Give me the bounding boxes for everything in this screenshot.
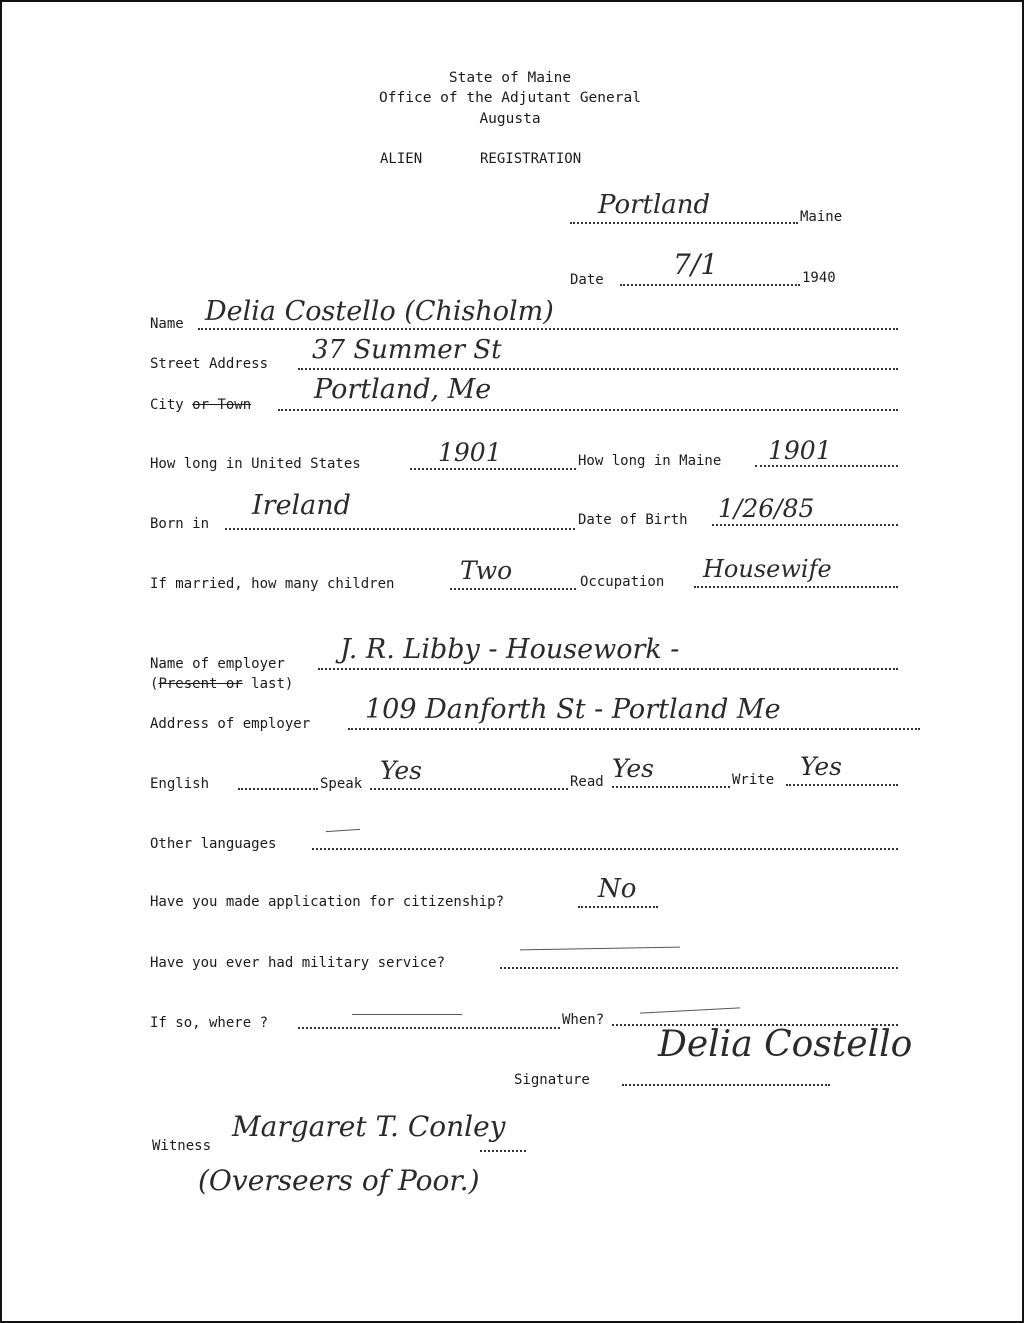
city-value: Portland, Me (314, 374, 492, 405)
maine-length-value: 1901 (768, 436, 832, 465)
citizenship-dots (578, 906, 658, 908)
born-dots (225, 528, 575, 530)
employer-sub-label (150, 676, 293, 692)
signature-dots (622, 1084, 830, 1086)
born-label: Born in (150, 516, 210, 532)
occupation-label: Occupation (580, 574, 665, 590)
date-year: 1940 (802, 270, 836, 286)
occupation-dots (694, 586, 898, 588)
read-dots (612, 786, 730, 788)
english-dots (238, 788, 318, 790)
date-dots (620, 284, 800, 286)
street-dots (298, 368, 898, 370)
date-label: Date (570, 272, 604, 288)
when-label: When? (562, 1012, 605, 1028)
place-dots (570, 222, 798, 224)
signature-value: Delia Costello (658, 1024, 913, 1065)
name-dots (198, 328, 898, 330)
dob-value: 1/26/85 (718, 494, 815, 523)
read-label: Read (570, 774, 604, 790)
us-length-dots (410, 468, 576, 470)
street-value: 37 Summer St (312, 335, 502, 365)
city-label-text: City (150, 397, 193, 413)
speak-value: Yes (380, 756, 422, 785)
witness-value: Margaret T. Conley (232, 1110, 506, 1143)
dob-dots (712, 524, 898, 526)
witness-label: Witness (152, 1138, 212, 1154)
place-suffix: Maine (800, 209, 843, 225)
employer-value: J. R. Libby - Housework - (340, 634, 680, 665)
other-languages-label: Other languages (150, 836, 277, 852)
header-state: State of Maine (448, 70, 572, 86)
name-value: Delia Costello (Chisholm) (205, 296, 554, 327)
header-city: Augusta (479, 111, 541, 127)
header-office: Office of the Adjutant General (379, 90, 641, 106)
employer-dots (318, 668, 898, 670)
employer-sub-open: ( (150, 676, 159, 692)
employer-address-value: 109 Danforth St - Portland Me (365, 694, 781, 725)
maine-length-dots (755, 465, 898, 467)
born-value: Ireland (252, 490, 351, 521)
place-value: Portland (598, 190, 711, 220)
employer-address-label: Address of employer (150, 716, 311, 732)
street-label: Street Address (150, 356, 269, 372)
military-label: Have you ever had military service? (150, 955, 446, 971)
title-registration: REGISTRATION (480, 151, 582, 167)
where-dash (352, 1014, 462, 1015)
employer-address-dots (348, 728, 920, 730)
speak-label: Speak (320, 776, 363, 792)
citizenship-label: Have you made application for citizenship? (150, 894, 505, 910)
military-dots (500, 967, 898, 969)
children-label: If married, how many children (150, 576, 395, 592)
write-dots (786, 784, 898, 786)
where-label: If so, where ? (150, 1015, 269, 1031)
employer-sub-struck: Present or (158, 676, 243, 692)
witness-dots (480, 1150, 526, 1152)
occupation-value: Housewife (703, 555, 832, 583)
name-label: Name (150, 316, 184, 332)
maine-length-label: How long in Maine (578, 453, 722, 469)
signature-label: Signature (514, 1072, 590, 1088)
title-alien: ALIEN (380, 151, 423, 167)
city-label-struck: or Town (192, 397, 252, 413)
us-length-value: 1901 (438, 438, 502, 467)
children-value: Two (460, 556, 513, 585)
employer-label: Name of employer (150, 656, 285, 672)
city-dots (278, 409, 898, 411)
english-label: English (150, 776, 210, 792)
where-dots (298, 1027, 560, 1029)
speak-dots (370, 788, 568, 790)
witness-note: (Overseers of Poor.) (198, 1164, 480, 1197)
city-label (150, 397, 251, 413)
us-length-label: How long in United States (150, 456, 361, 472)
citizenship-value: No (598, 874, 637, 904)
write-value: Yes (800, 752, 842, 781)
write-label: Write (732, 772, 775, 788)
read-value: Yes (612, 754, 654, 783)
children-dots (450, 588, 576, 590)
other-languages-dots (312, 848, 898, 850)
employer-sub-close: last) (242, 676, 294, 692)
date-value: 7/1 (673, 248, 719, 281)
dob-label: Date of Birth (578, 512, 688, 528)
